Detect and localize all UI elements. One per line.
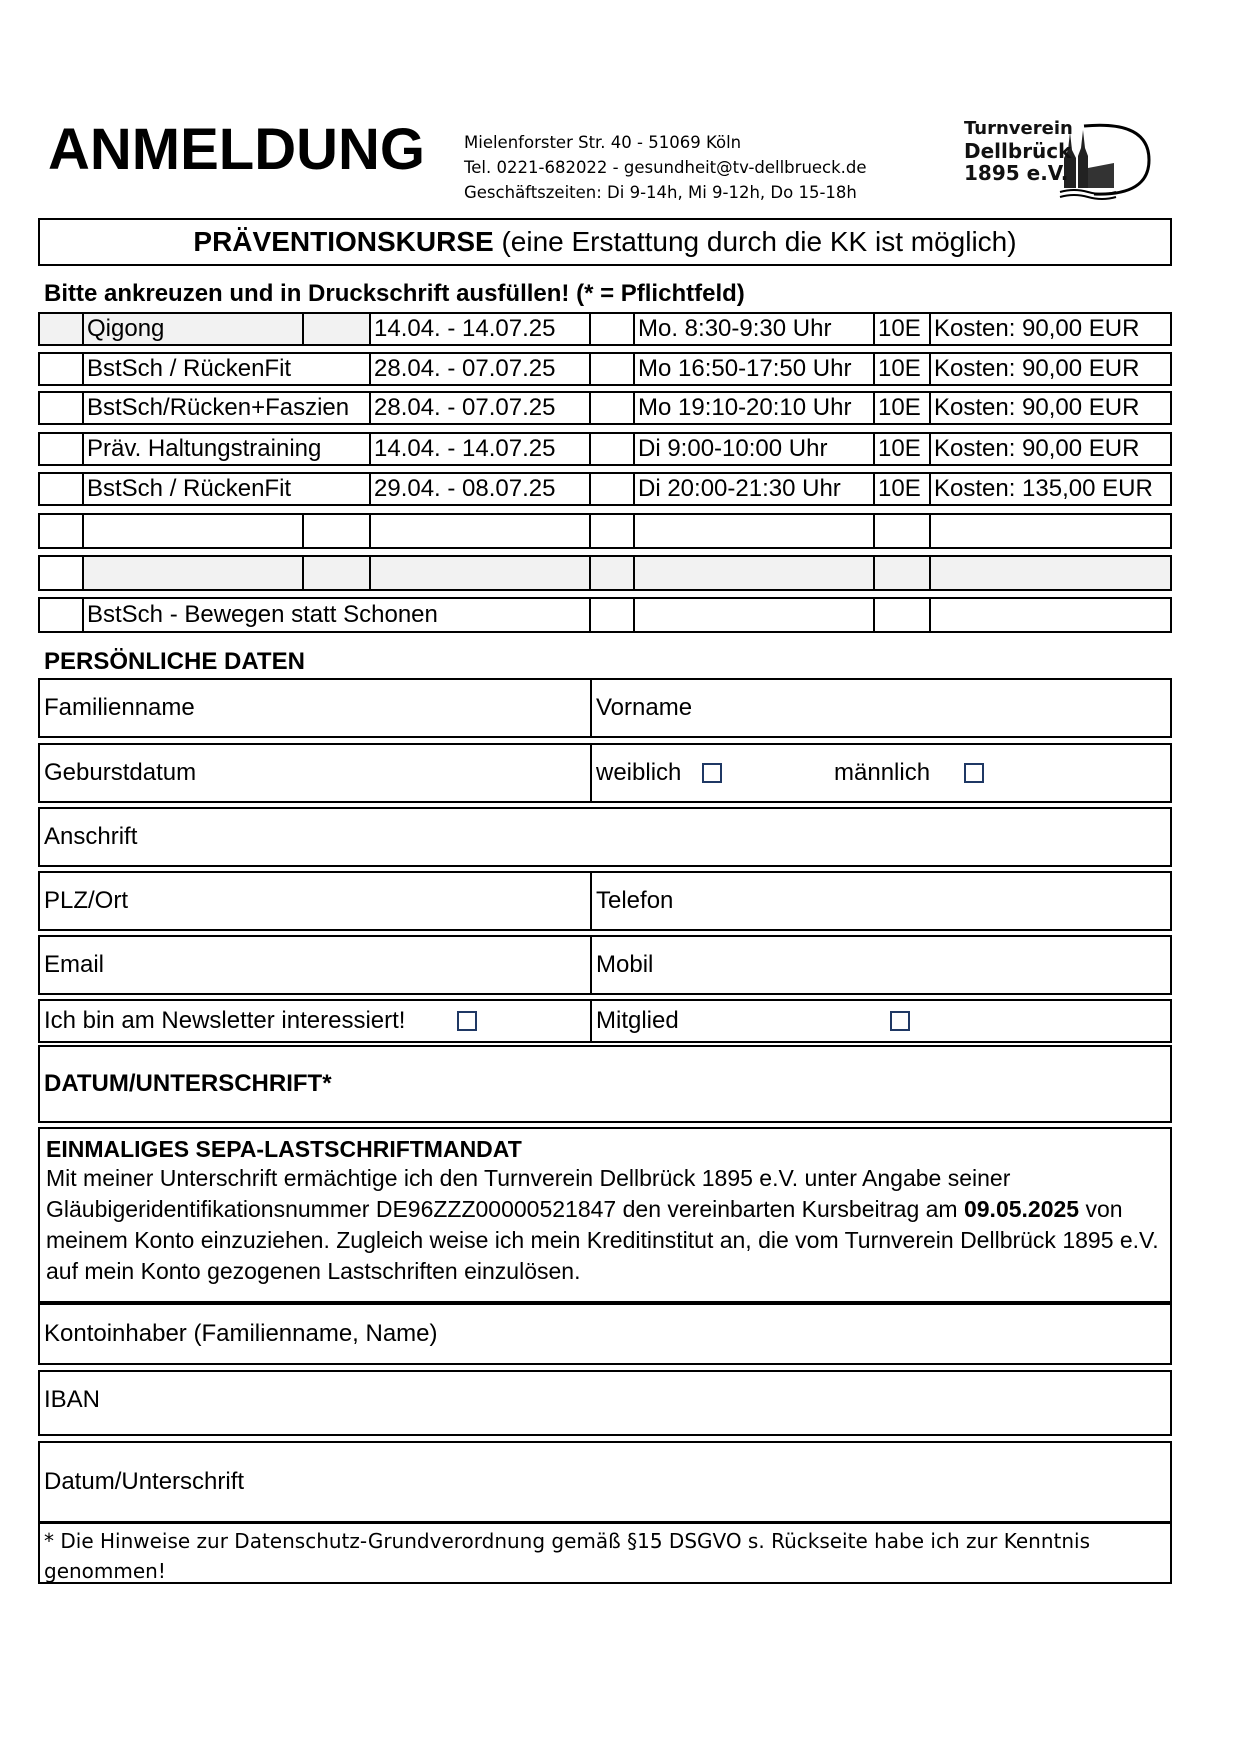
course-spacer [591,314,635,344]
course-name: Präv. Haltungstraining [84,434,371,464]
female-checkbox[interactable] [702,763,722,783]
course-units [875,599,931,631]
course-extra [304,557,371,589]
course-extra [304,515,371,547]
date-signature-field[interactable] [40,1047,1170,1121]
course-spacer [591,515,635,547]
office-hours-line: Geschäftszeiten: Di 9-14h, Mi 9-12h, Do 15-18h [464,183,857,202]
member-option [592,1001,1170,1041]
course-checkbox[interactable] [40,515,84,547]
course-row [38,391,1172,425]
logo-text-2: Dellbrück [964,139,1072,163]
course-checkbox[interactable] [40,434,84,464]
section-heading-personal: PERSÖNLICHE DATEN [44,648,305,675]
female-label: weiblich [596,759,682,786]
course-dates: 14.04. - 14.07.25 [371,314,591,344]
course-name: BstSch / RückenFit [84,354,371,384]
course-units: 10E [875,354,931,384]
course-checkbox[interactable] [40,354,84,384]
course-dates: 28.04. - 07.07.25 [371,393,591,423]
iban-field[interactable] [40,1372,1170,1434]
first-name-label: Vorname [596,694,693,721]
birthdate-gender-row [38,743,1172,803]
course-units: 10E [875,474,931,504]
phone-field[interactable] [592,873,1170,929]
course-units: 10E [875,314,931,344]
address-line: Mielenforster Str. 40 - 51069 Köln [464,133,742,152]
newsletter-option [40,1001,592,1041]
course-spacer [591,434,635,464]
newsletter-member-row [38,999,1172,1043]
logo-text-1: Turnverein [964,118,1073,139]
course-units: 10E [875,393,931,423]
course-name: BstSch / RückenFit [84,474,371,504]
privacy-footnote: * Die Hinweise zur Datenschutz-Grundverordnung gemäß §15 DSGVO s. Rückseite habe ich zur Kenntnis genommen! [38,1522,1172,1584]
course-dates: 28.04. - 07.07.25 [371,354,591,384]
contact-line: Tel. 0221-682022 - gesundheit@tv-dellbrueck.de [464,158,867,177]
birthdate-label: Geburstdatum [44,759,197,786]
course-spacer [591,393,635,423]
zip-city-label: PLZ/Ort [44,887,129,914]
member-label: Mitglied [596,1007,679,1034]
course-cost: Kosten: 90,00 EUR [934,355,1140,382]
course-units: 10E [875,434,931,464]
course-time: Di 9:00-10:00 Uhr [635,434,875,464]
course-category-banner [38,218,1172,266]
course-row [38,352,1172,386]
account-holder-field[interactable] [40,1305,1170,1363]
email-mobile-row [38,935,1172,995]
iban-row [38,1370,1172,1436]
sepa-text [46,1163,1164,1287]
signature-row [38,1045,1172,1123]
email-label: Email [44,951,105,978]
course-row [38,312,1172,346]
course-name: BstSch/Rücken+Faszien [84,393,371,423]
course-cost [931,599,1170,631]
sepa-date-signature-field[interactable] [40,1443,1170,1521]
course-checkbox[interactable] [40,314,84,344]
date-signature-label: DATUM/UNTERSCHRIFT* [44,1070,332,1097]
course-extra [304,314,371,344]
course-spacer [591,599,635,631]
family-name-field[interactable] [40,680,592,736]
course-checkbox[interactable] [40,393,84,423]
banner-title: PRÄVENTIONSKURSE [193,226,494,257]
course-abbreviation-note: BstSch - Bewegen statt Schonen [84,599,591,631]
course-row [38,472,1172,506]
course-row [38,432,1172,466]
course-time [635,599,875,631]
course-dates [371,515,591,547]
club-address [464,130,867,205]
course-dates: 14.04. - 14.07.25 [371,434,591,464]
form-instruction: Bitte ankreuzen und in Druckschrift ausfüllen! (* = Pflichtfeld) [44,280,745,307]
sepa-heading: EINMALIGES SEPA-LASTSCHRIFTMANDAT [46,1136,522,1162]
mobile-label: Mobil [596,951,654,978]
sepa-mandate [38,1127,1172,1303]
course-cost: Kosten: 90,00 EUR [934,315,1140,342]
city-phone-row [38,871,1172,931]
course-spacer [591,474,635,504]
account-holder-label: Kontoinhaber (Familienname, Name) [44,1320,438,1347]
newsletter-label: Ich bin am Newsletter interessiert! [44,1007,406,1034]
male-label: männlich [834,759,931,786]
gender-selection [592,745,1170,801]
course-legend-row [38,597,1172,633]
course-row-empty [38,555,1172,591]
course-dates [371,557,591,589]
sepa-collection-date: 09.05.2025 [963,1196,1080,1222]
course-spacer [591,354,635,384]
mobile-field[interactable] [592,937,1170,993]
address-field[interactable] [40,809,1170,865]
male-checkbox[interactable] [964,763,984,783]
email-field[interactable] [40,937,592,993]
address-label: Anschrift [44,823,138,850]
newsletter-checkbox[interactable] [457,1011,477,1031]
course-cost [931,515,1170,547]
course-spacer [591,557,635,589]
banner-subtitle: (eine Erstattung durch die KK ist möglich) [493,226,1017,257]
sepa-text-part1: Mit meiner Unterschrift ermächtige ich den Turnverein Dellbrück 1895 e.V. unter Angabe seiner Gläubigeridentifikationsnummer DE96ZZZ00000521847 den vereinbarten Kursbeitrag am [46,1165,1011,1222]
sepa-text-part2: von meinem Konto einzuziehen. Zugleich weise ich mein Kreditinstitut an, die vom Turnverein Dellbrück 1895 e.V. auf mein Konto gezogenen Lastschriften einzulösen. [46,1196,1159,1284]
course-time [635,515,875,547]
course-name [84,515,304,547]
course-row-empty [38,513,1172,549]
sepa-date-signature-label: Datum/Unterschrift [44,1468,245,1495]
course-cost: Kosten: 90,00 EUR [934,435,1140,462]
birthdate-field[interactable] [40,745,592,801]
course-checkbox [40,599,84,631]
address-row [38,807,1172,867]
course-cost: Kosten: 90,00 EUR [934,394,1140,421]
course-checkbox[interactable] [40,474,84,504]
course-time [635,557,875,589]
name-row [38,678,1172,738]
course-cost: Kosten: 135,00 EUR [934,475,1153,502]
course-checkbox[interactable] [40,557,84,589]
club-logo [964,118,1154,202]
account-holder-row [38,1303,1172,1365]
course-name [84,557,304,589]
course-time: Mo. 8:30-9:30 Uhr [635,314,875,344]
page-title: ANMELDUNG [48,117,425,182]
sepa-signature-row [38,1441,1172,1523]
course-units [875,515,931,547]
course-units [875,557,931,589]
zip-city-field[interactable] [40,873,592,929]
logo-text-3: 1895 e.V. [964,161,1069,185]
phone-label: Telefon [596,887,674,914]
first-name-field[interactable] [592,680,1170,736]
family-name-label: Familienname [44,694,195,721]
course-time: Mo 19:10-20:10 Uhr [635,393,875,423]
member-checkbox[interactable] [890,1011,910,1031]
iban-label: IBAN [44,1386,101,1413]
course-name: Qigong [84,314,304,344]
course-dates: 29.04. - 08.07.25 [371,474,591,504]
course-cost [931,557,1170,589]
course-time: Di 20:00-21:30 Uhr [635,474,875,504]
course-time: Mo 16:50-17:50 Uhr [635,354,875,384]
